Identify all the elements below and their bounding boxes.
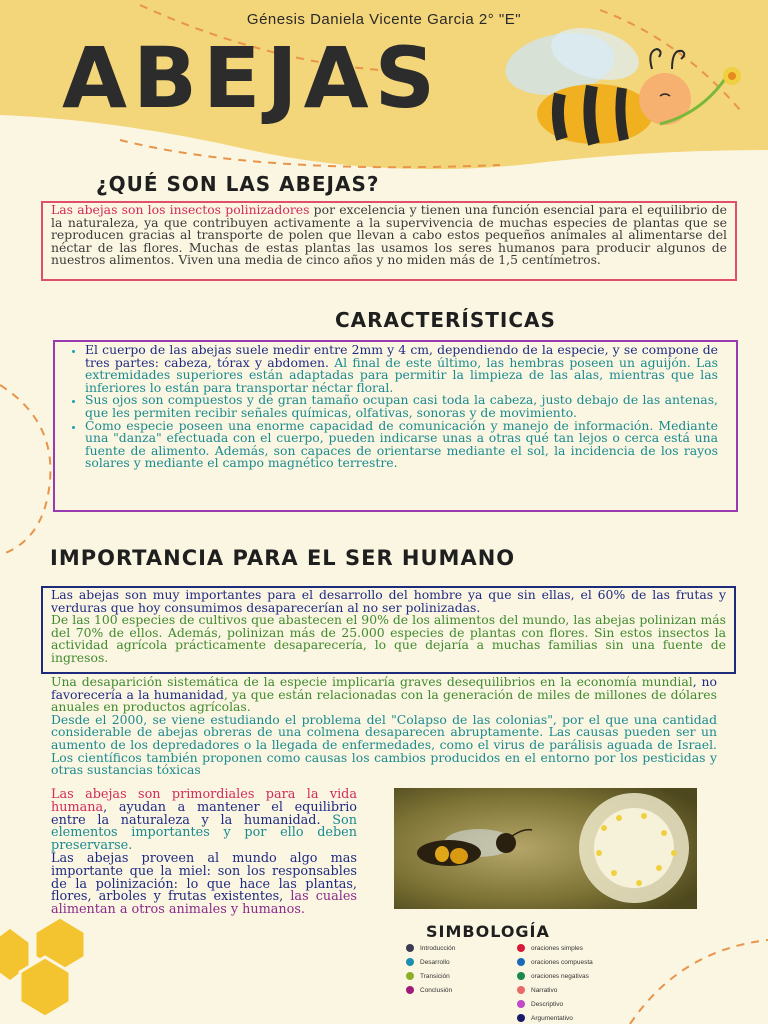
colony-collapse-paragraph: Desde el 2000, se viene estudiando el problema del "Colapso de las colonias", por el que una cantidad considerable de abejas obreras de una colmena desaparecen abruptamente. Las causas pueden ser un aumento de los depredadores o la llegada de enfermedades, como el virus de parálisis aguada de Israel. Los científicos también proponen como causas los cambios producidos en el entorno por los pesticidas y otras sustancias tóxicas — [51, 711, 717, 778]
legend-item: Conclusión — [406, 986, 452, 994]
importance-continued: Una desaparición sistemática de la especie implicaría graves desequilibrios en la economía mundial, no favorecería a la humanidad, ya que están relacionadas con la generación de miles de millones de dólares anuales en productos agrícolas. Desde el 2000, se viene estudiando el problema del "Colapso de las colonias", por el que una cantidad considerable de abejas obreras de una colmena desaparecen abruptamente. Las causas pueden ser un aumento de los depredadores o la llegada de enfermedades, como el virus de parálisis aguada de Israel. Los científicos también proponen como causas los cambios producidos en el entorno por los pesticidas y otras sustancias tóxicas — [51, 674, 718, 778]
legend-item: oraciones simples — [517, 944, 583, 952]
legend-dot — [406, 986, 414, 994]
intro-text: por excelencia y tienen una función esencial para el equilibrio de la naturaleza, ya que contribuyen activamente a la supervivencia de muchas especies de plantas que se reproducen gracias al transporte de polen que llevan a cabo estos pequeños animales al alimentarse del néctar de las flores. Muchas de estas plantas las usamos los seres humanos para producir algunos de nuestros alimentos. Viven una media de cinco años y no miden más de 1,5 centímetros. — [51, 202, 727, 268]
page-title: ABEJAS — [62, 29, 442, 127]
section-heading-characteristics: CARACTERÍSTICAS — [335, 308, 556, 332]
legend-dot — [406, 944, 414, 952]
list-item: • El cuerpo de las abejas suele medir entre 2mm y 4 cm, dependiendo de la especie, y se compone de tres partes: cabeza, tórax y abdomen. Al final de este último, las hembras poseen un aguijón. Las extremidades superiores están adaptadas para permitir la limpieza de las alas, mientras que las inferiores lo están para transportar néctar floral. — [85, 344, 718, 394]
characteristics-box — [53, 340, 738, 512]
section-heading-importance: IMPORTANCIA PARA EL SER HUMANO — [50, 546, 516, 570]
author-name: Génesis Daniela Vicente Garcia 2° "E" — [246, 11, 522, 28]
legend-item: Descriptivo — [517, 1000, 563, 1008]
intro-highlight: Las abejas son los insectos polinizadores — [51, 202, 310, 217]
legend-item: oraciones negativas — [517, 972, 589, 980]
legend-item: Argumentativo — [517, 1014, 573, 1022]
legend-item: oraciones compuesta — [517, 958, 593, 966]
bee-photo — [394, 788, 697, 909]
legend-dot — [517, 972, 525, 980]
legend-item: Introducción — [406, 944, 455, 952]
importance-paragraph-1: Las abejas son muy importantes para el desarrollo del hombre ya que sin ellas, el 60% de las frutas y verduras que hoy consumimos desaparecerían al no ser polinizadas. — [51, 587, 726, 615]
conclusion-text: Las abejas son primordiales para la vida humana, ayudan a mantener el equilibrio entre la naturaleza y la humanidad. Son elementos importantes y por ello deben preservarse. Las abejas proveen al mundo algo mas importante que la miel: son los responsables de la polinización: lo que hace las plantas, flores, arboles y frutas existentes, las cuales alimentan a otros animales y humanos. — [51, 787, 357, 918]
list-item: • Sus ojos son compuestos y de gran tamaño ocupan casi toda la cabeza, justo debajo de las antenas, que les permiten recibir señales químicas, olfativas, sonoras y de movimiento. — [85, 394, 718, 419]
legend-item: Narrativo — [517, 986, 557, 994]
decorative-dashes — [0, 380, 70, 560]
legend-dot — [406, 958, 414, 966]
legend-title: SIMBOLOGÍA — [426, 922, 550, 941]
what-are-bees-box — [41, 201, 737, 281]
legend-dot — [517, 958, 525, 966]
importance-box — [41, 586, 736, 674]
legend-item: Desarrollo — [406, 958, 450, 966]
legend-dot — [517, 1014, 525, 1022]
legend-item: Transición — [406, 972, 450, 980]
honeycomb-decoration — [0, 912, 130, 1024]
legend-dot — [517, 986, 525, 994]
bee-illustration — [480, 24, 768, 159]
legend-dot — [517, 944, 525, 952]
legend-dot — [517, 1000, 525, 1008]
characteristics-list — [71, 344, 718, 470]
importance-paragraph-2: De las 100 especies de cultivos que abastecen el 90% de los alimentos del mundo, las abejas polinizan más del 70% de ellos. Además, polinizan más de 25.000 especies de plantas con flores. Sin estos insectos la actividad agrícola prácticamente desaparecería, lo que dejaría a muchas familias sin una fuente de ingresos. — [51, 612, 726, 665]
decorative-dashes — [620, 930, 768, 1024]
legend-dot — [406, 972, 414, 980]
section-heading-what-are-bees: ¿QUÉ SON LAS ABEJAS? — [96, 172, 380, 196]
list-item: • Como especie poseen una enorme capacidad de comunicación y manejo de información. Mediante una "danza" efectuada con el cuerpo, pueden indicarse unas a otras qué tan lejos o cerca está una fuente de alimento. Además, son capaces de orientarse mediante el sol, la incidencia de los rayos solares y mediante el campo magnético terrestre. — [85, 420, 718, 470]
